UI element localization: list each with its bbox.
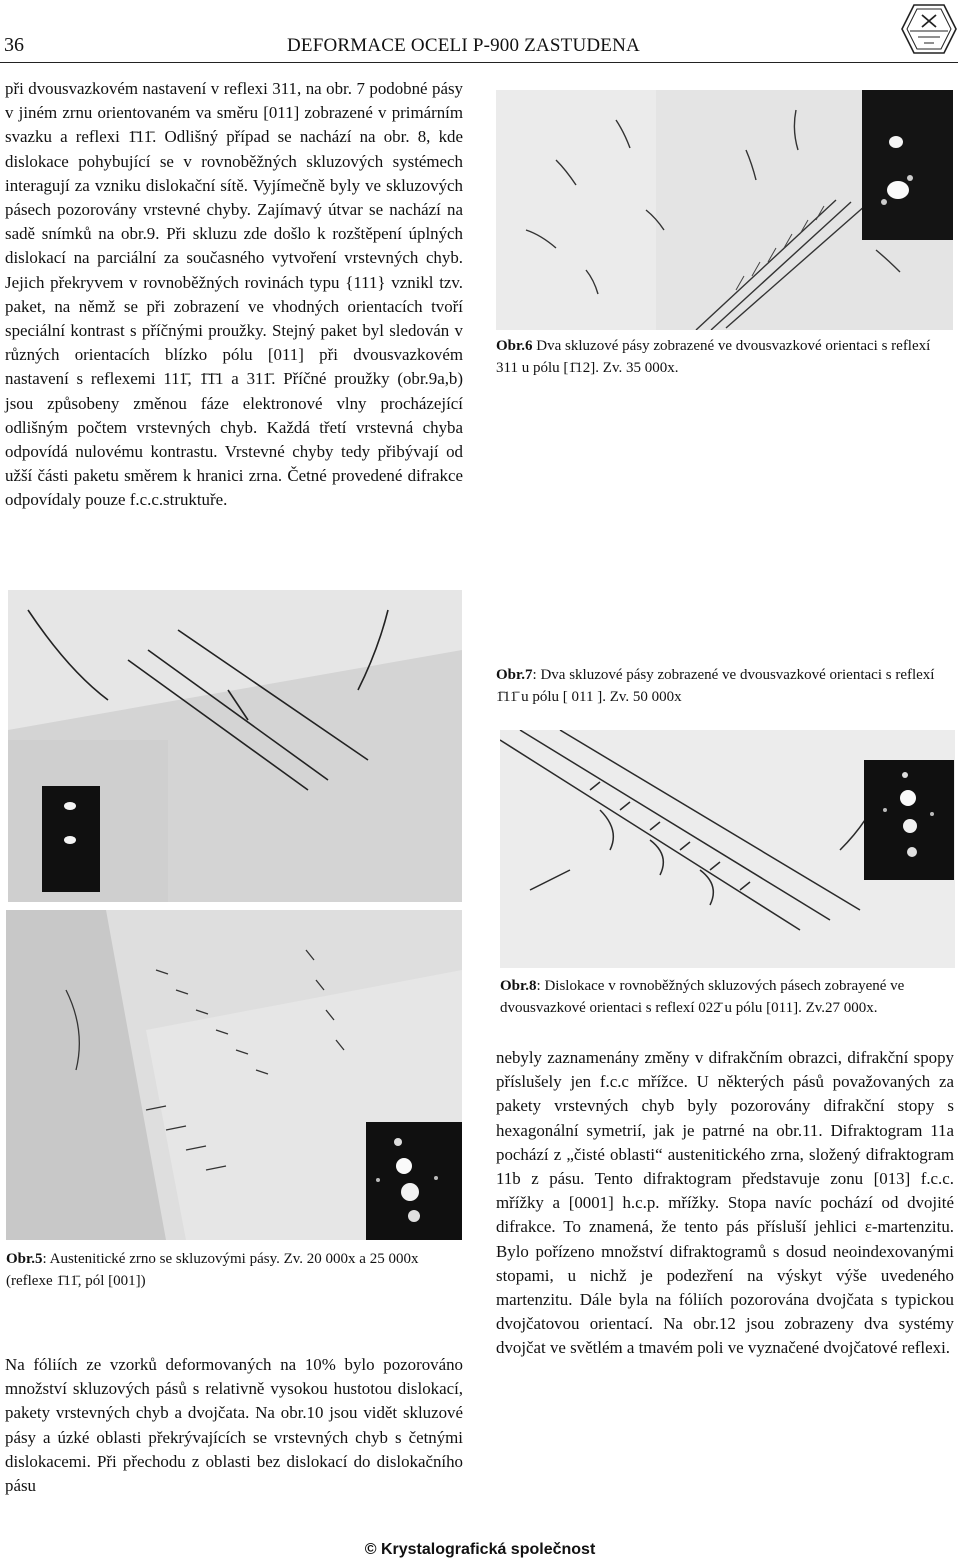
figure-5-caption <box>6 1248 464 1292</box>
figure-8-caption <box>500 975 958 1019</box>
figure-5-text: : Austenitické zrno se skluzovými pásy. Zv. 20 000x a 25 000x (reflexe 1̄11̄, pól [001]) <box>6 1251 419 1289</box>
left-column-top-text <box>5 77 463 513</box>
footer-copyright: © Krystalografická společnost <box>364 1541 596 1558</box>
figure-6-micrograph <box>496 90 953 330</box>
paragraph: nebyly zaznamenány změny v difrakčním obrazci, difrakční spopy příslušely jen f.c.c mřížce. U některých pásů považovaných za pakety vrstevných chyb byly pozorovány difrakční stopy s hexagonální symetrií, jak je patrné na obr.11. Difraktogram 11a pochází z „čisté oblasti“ austenitického zrna, složený difraktogram 11b z pásu. Tento difraktogram představuje zonu [013] f.c.c. mřížky a [0001] h.c.p. mřížky. Stopa navíc pochází od dvojité difrakce. To znamená, že tento pás přísluší jehlici ε-martenzitu. Bylo pořízeno množství difraktogramů s dosud neoindexovanými stopami, u nichž je podezření na výskyt výše uvedeného martenzitu. Dále byla na fóliích pozorována dvojčata s typickou dvojčatovou orientací. Na obr.12 jsou zobrazeny dva systémy dvojčat ve světlém a tmavém poli ve vyznačené dvojčatové reflexi. <box>496 1048 954 1358</box>
figure-5-micrograph <box>6 910 462 1240</box>
figure-6-label: Obr.6 <box>496 338 533 354</box>
paragraph: při dvousvazkovém nastavení v reflexi 311, na obr. 7 podobné pásy v jiném zrnu orientovaném va směru [011] zobrazené v primárním svazku a reflexi 1̄11̄. Odlišný případ se nachází na obr. 8, kde dislokace pohybující se v rovnoběžných skluzových systémech interagují za vzniku dislokační sítě. Vyjímečně byly ve skluzových pásech pozorovány vrstevné chyby. Zajímavý útvar se nachází na sadě snímků na obr.9. Při skluzu zde došlo k rozštěpení úplných dislokací na parciální za současného vytvoření vrstevných chyb. Jejich překryvem v rovnoběžných rovinách typu {111} vznikl tzv. paket, na němž se při zobrazení ve vhodných orientacích tvoří speciální kontrast s příčnými proužky. Stejný paket byl sledován v různých orientacích blízko pólu [011] při dvousvazkovém nastavení s reflexemi 111̄, 1̄1̄1 a 311̄. Příčné proužky (obr.9a,b) jsou způsobeny změnou fáze elektronové vlny procházející odlišným počtem vrstevných chyb. Každá třetí vrstevná chyba odpovídá nulovému kontrastu. Vrstevné chyby tedy přibývají od užší části paketu směrem k hranici zrna. Četné provedené difrakce odpovídaly pouze f.c.c.struktuře. <box>5 79 463 510</box>
right-column-bottom-text <box>496 1046 954 1361</box>
header-rule <box>0 62 958 63</box>
figure-8-label: Obr.8 <box>500 978 537 994</box>
figure-6-text: Dva skluzové pásy zobrazené ve dvousvazkové orientaci s reflexí 311 u pólu [1̄12]. Zv. 35 000x. <box>496 338 931 376</box>
figure-5-label: Obr.5 <box>6 1251 43 1267</box>
figure-7-caption <box>496 664 954 708</box>
left-column-bottom-text <box>5 1353 463 1498</box>
page-number: 36 <box>4 34 24 56</box>
figure-8-micrograph <box>500 730 955 968</box>
running-title: DEFORMACE OCELI P-900 ZASTUDENA <box>287 35 640 56</box>
figure-8-text: : Dislokace v rovnoběžných skluzových pásech zobrayené ve dvousvazkové orientaci s reflexí 022̄ u pólu [011]. Zv.27 000x. <box>500 978 905 1016</box>
society-logo-icon <box>900 3 958 55</box>
figure-6-caption <box>496 335 954 379</box>
figure-7-micrograph <box>8 590 462 902</box>
figure-7-label: Obr.7 <box>496 667 533 683</box>
figure-7-text: : Dva skluzové pásy zobrazené ve dvousvazkové orientaci s reflexí 1̄11̄ u pólu [ 011 ]. Zv. 50 000x <box>496 667 935 705</box>
paragraph: Na fóliích ze vzorků deformovaných na 10% bylo pozorováno množství skluzových pásů s relativně vysokou hustotou dislokací, pakety vrstevných chyb a dvojčata. Na obr.10 jsou vidět skluzové pásy a úzké oblasti překrývajících se vrstevných chyb s četnými dislokacemi. Při přechodu z oblasti bez dislokací do dislokačního pásu <box>5 1355 463 1496</box>
